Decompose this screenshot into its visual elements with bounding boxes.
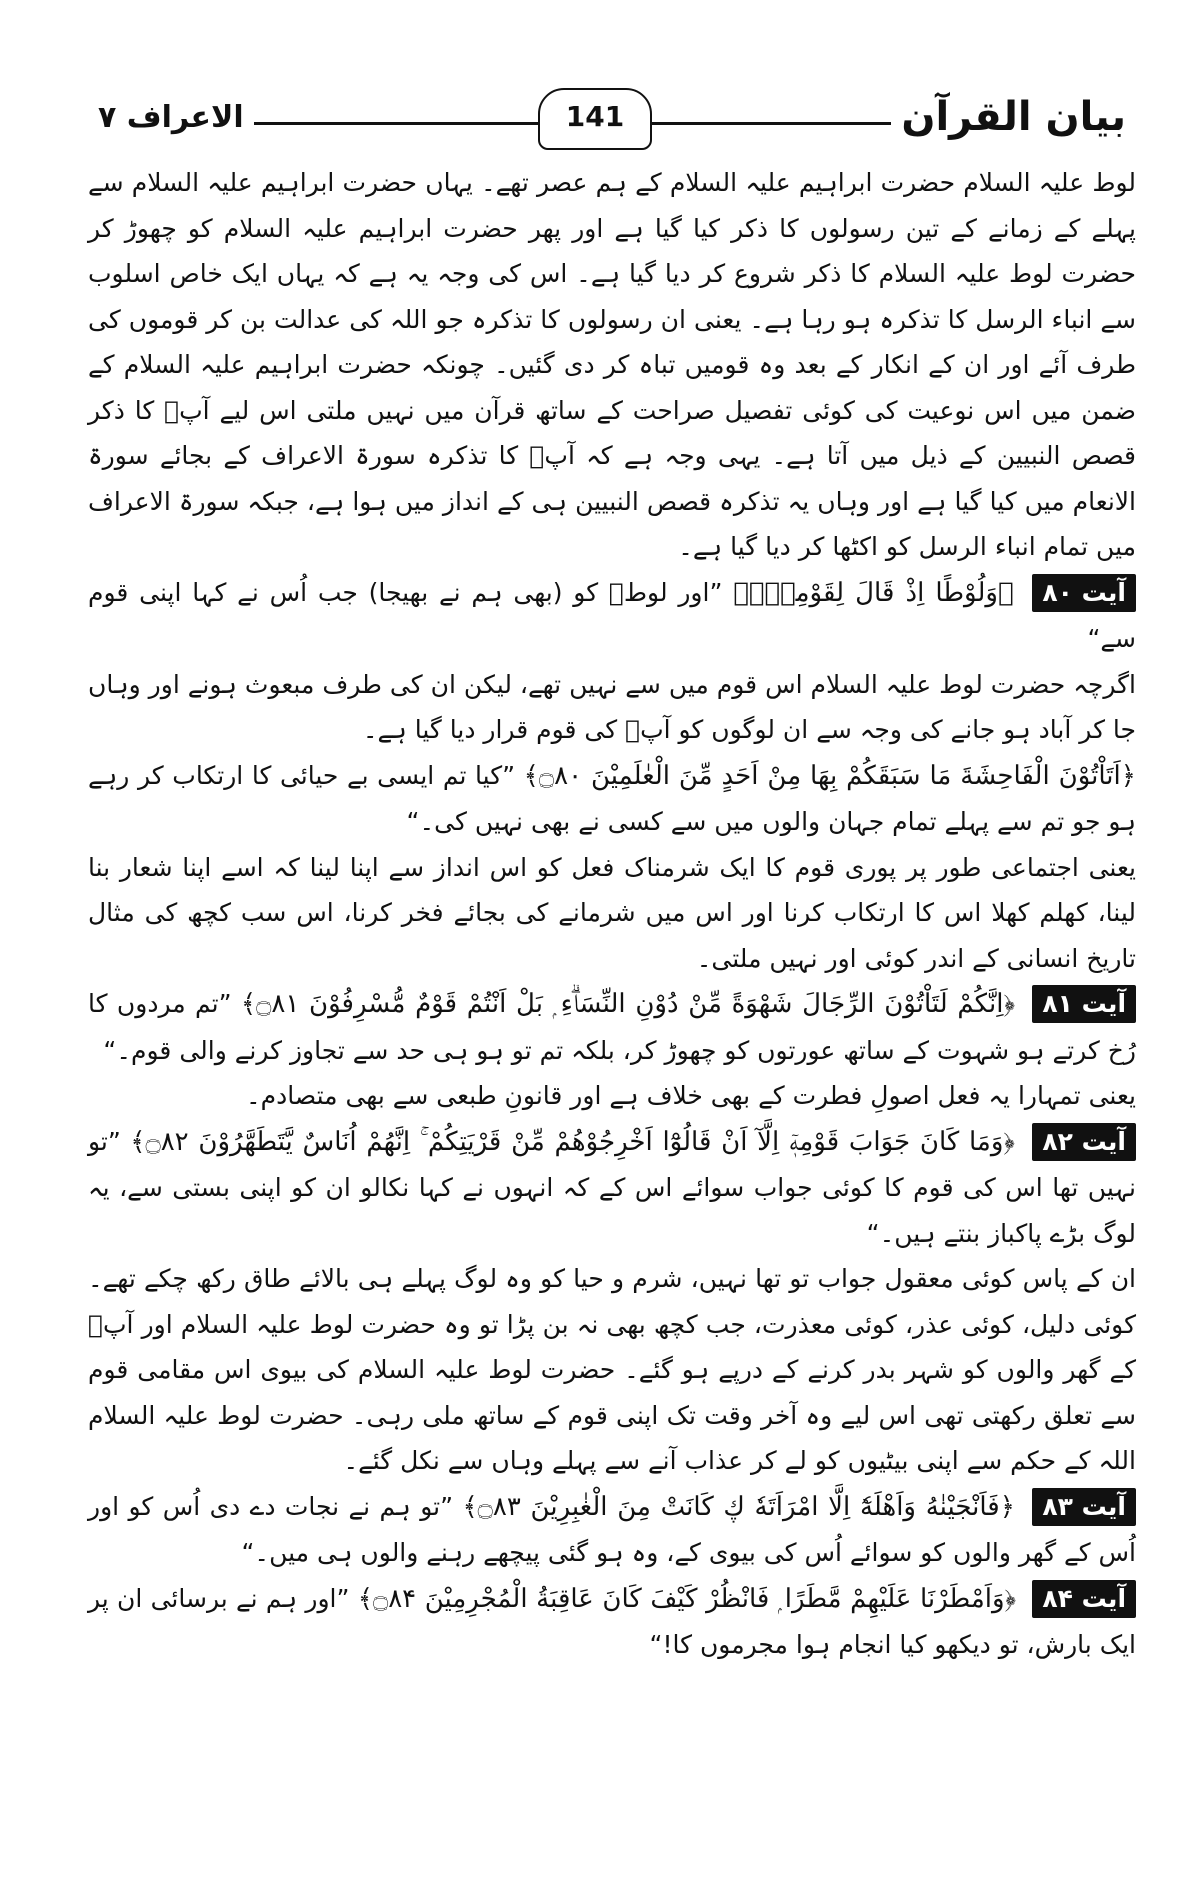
ayah-81-row <box>88 981 1136 1073</box>
ayah-80b-row <box>88 753 1136 845</box>
intro-paragraph: لوط علیہ السلام حضرت ابراہیم علیہ السلام کے ہم عصر تھے۔ یہاں حضرت ابراہیم علیہ السلام سے پہلے کے زمانے کے تین رسولوں کا ذکر کیا گیا ہے اور پھر حضرت ابراہیم علیہ السلام کو چھوڑ کر حضرت لوط علیہ السلام کا ذکر شروع کر دیا گیا ہے۔ اس کی وجہ یہ ہے کہ یہاں ایک خاص اسلوب سے انباء الرسل کا تذکرہ ہو رہا ہے۔ یعنی ان رسولوں کا تذکرہ جو اللہ کی عدالت بن کر قوموں کی طرف آئے اور ان کے انکار کے بعد وہ قومیں تباہ کر دی گئیں۔ چونکہ حضرت ابراہیم علیہ السلام کے ضمن میں اس نوعیت کی کوئی تفصیل صراحت کے ساتھ قرآن میں نہیں ملتی اس لیے آپؑ کا ذکر قصص النبیین کے ذیل میں آتا ہے۔ یہی وجہ ہے کہ آپؑ کا تذکرہ سورۃ الاعراف کے بجائے سورۃ الانعام میں کیا گیا ہے اور وہاں یہ تذکرہ قصص النبیین ہی کے انداز میں ہوا ہے، جبکہ سورۃ الاعراف میں تمام انباء الرسل کو اکٹھا کر دیا گیا ہے۔ <box>88 168 1136 561</box>
commentary-paragraph: یعنی تمہارا یہ فعل اصولِ فطرت کے بھی خلاف ہے اور قانونِ طبعی سے بھی متصادم۔ <box>246 1081 1136 1110</box>
book-title: بیان القرآن <box>891 94 1136 140</box>
page-number: 141 <box>565 100 625 133</box>
ayah-translation: ”اور ہم نے برسائی ان پر ایک بارش، تو دیکھو کیا انجام ہوا مجرموں کا!“ <box>88 1583 1136 1659</box>
ayah-translation: ”کیا تم ایسی بے حیائی کا ارتکاب کر رہے ہو جو تم سے پہلے تمام جہان والوں میں سے کسی نے بھی نہیں کی۔“ <box>88 760 1136 836</box>
ayah-82-row <box>88 1119 1136 1257</box>
ayah-translation: ”اور لوطؑ کو (بھی ہم نے بھیجا) جب اُس نے کہا اپنی قوم سے“ <box>88 577 1136 653</box>
ayah-84-row <box>88 1576 1136 1668</box>
ayah-arabic: ﴿اِنَّكُمْ لَتَاْتُوْنَ الرِّجَالَ شَهْوَةً مِّنْ دُوْنِ النِّسَاۗءِ ۭ بَلْ اَنْتُمْ قَوْمٌ مُّسْرِفُوْنَ ۝۸۱﴾ <box>240 989 1015 1019</box>
surah-name: الاعراف ۷ <box>88 100 254 135</box>
commentary-paragraph: یعنی اجتماعی طور پر پوری قوم کا ایک شرمناک فعل کو اس انداز سے اپنا لینا کہ اسے اپنا شعار بنا لینا، کھلم کھلا اس کا ارتکاب کرنا اور اس میں شرمانے کی بجائے فخر کرنا، اس سب کچھ کی مثال تاریخ انسانی کے اندر کوئی اور نہیں ملتی۔ <box>88 852 1136 973</box>
ayah-label: آیت ۸۳ <box>1032 1488 1136 1526</box>
ayah-translation: ”تو نہیں تھا اس کی قوم کا کوئی جواب سوائے اس کے کہ انہوں نے کہا نکالو ان کو اپنی بستی سے، یہ لوگ بڑے پاکباز بنتے ہیں۔“ <box>88 1126 1136 1248</box>
ayah-translation: ”تو ہم نے نجات دے دی اُس کو اور اُس کے گھر والوں کو سوائے اُس کی بیوی کے، وہ ہو گئی پیچھے رہنے والوں ہی میں۔“ <box>88 1491 1136 1567</box>
page-header <box>88 88 1136 148</box>
commentary-paragraph: ان کے پاس کوئی معقول جواب تو تھا نہیں، شرم و حیا کو وہ لوگ پہلے ہی بالائے طاق رکھ چکے تھے۔ کوئی دلیل، کوئی عذر، کوئی معذرت، جب کچھ بھی نہ بن پڑا تو وہ حضرت لوط علیہ السلام اور آپؑ کے گھر والوں کو شہر بدر کرنے کے درپے ہو گئے۔ حضرت لوط علیہ السلام کی بیوی اس مقامی قوم سے تعلق رکھتی تھی اس لیے وہ آخر وقت تک اپنی قوم کے ساتھ ملی رہی۔ حضرت لوط علیہ السلام اللہ کے حکم سے اپنی بیٹیوں کو لے کر عذاب آنے سے پہلے وہاں سے نکل گئے۔ <box>88 1264 1136 1475</box>
page-body <box>88 160 1136 1668</box>
ayah-label: آیت ۸۲ <box>1032 1123 1136 1161</box>
ayah-label: آیت ۸۰ <box>1032 574 1136 612</box>
ayah-arabic: ﴿وَاَمْطَرْنَا عَلَيْهِمْ مَّطَرًا ۭ فَانْظُرْ كَيْفَ كَانَ عَاقِبَةُ الْمُجْرِمِيْنَ ۝۸۴﴾ <box>357 1583 1017 1614</box>
ayah-arabic: ﴿وَلُوْطًا اِذْ قَالَ لِقَوْمِهٖٓ﴾ <box>733 577 1014 608</box>
ayah-translation: ”تم مردوں کا رُخ کرتے ہو شہوت کے ساتھ عورتوں کو چھوڑ کر، بلکہ تم تو ہو ہی حد سے تجاوز کرنے والی قوم۔“ <box>88 989 1136 1065</box>
ayah-arabic: ﴿اَتَاْتُوْنَ الْفَاحِشَةَ مَا سَبَقَكُمْ بِهَا مِنْ اَحَدٍ مِّنَ الْعٰلَمِيْنَ ۝۸۰﴾ <box>523 760 1136 791</box>
ayah-arabic: ﴿وَمَا كَانَ جَوَابَ قَوْمِهٖٓ اِلَّآ اَنْ قَالُوْٓا اَخْرِجُوْهُمْ مِّنْ قَرْيَتِكُمْ ۚ اِنَّهُمْ اُنَاسٌ يَّتَطَهَّرُوْنَ ۝۸۲﴾ <box>130 1126 1015 1157</box>
commentary-paragraph: اگرچہ حضرت لوط علیہ السلام اس قوم میں سے نہیں تھے، لیکن ان کی طرف مبعوث ہونے اور وہاں جا کر آباد ہو جانے کی وجہ سے ان لوگوں کو آپؑ کی قوم قرار دیا گیا ہے۔ <box>88 669 1136 744</box>
ayah-80-row <box>88 570 1136 662</box>
ayah-arabic: ﴿فَاَنْجَيْنٰهُ وَاَهْلَهٗٓ اِلَّا امْرَاَتَهٗ ڮ كَانَتْ مِنَ الْغٰبِرِيْنَ ۝۸۳﴾ <box>462 1491 1015 1522</box>
ayah-label: آیت ۸۴ <box>1032 1580 1136 1618</box>
page-number-badge <box>538 88 652 150</box>
ayah-label: آیت ۸۱ <box>1032 985 1136 1023</box>
ayah-83-row <box>88 1484 1136 1576</box>
